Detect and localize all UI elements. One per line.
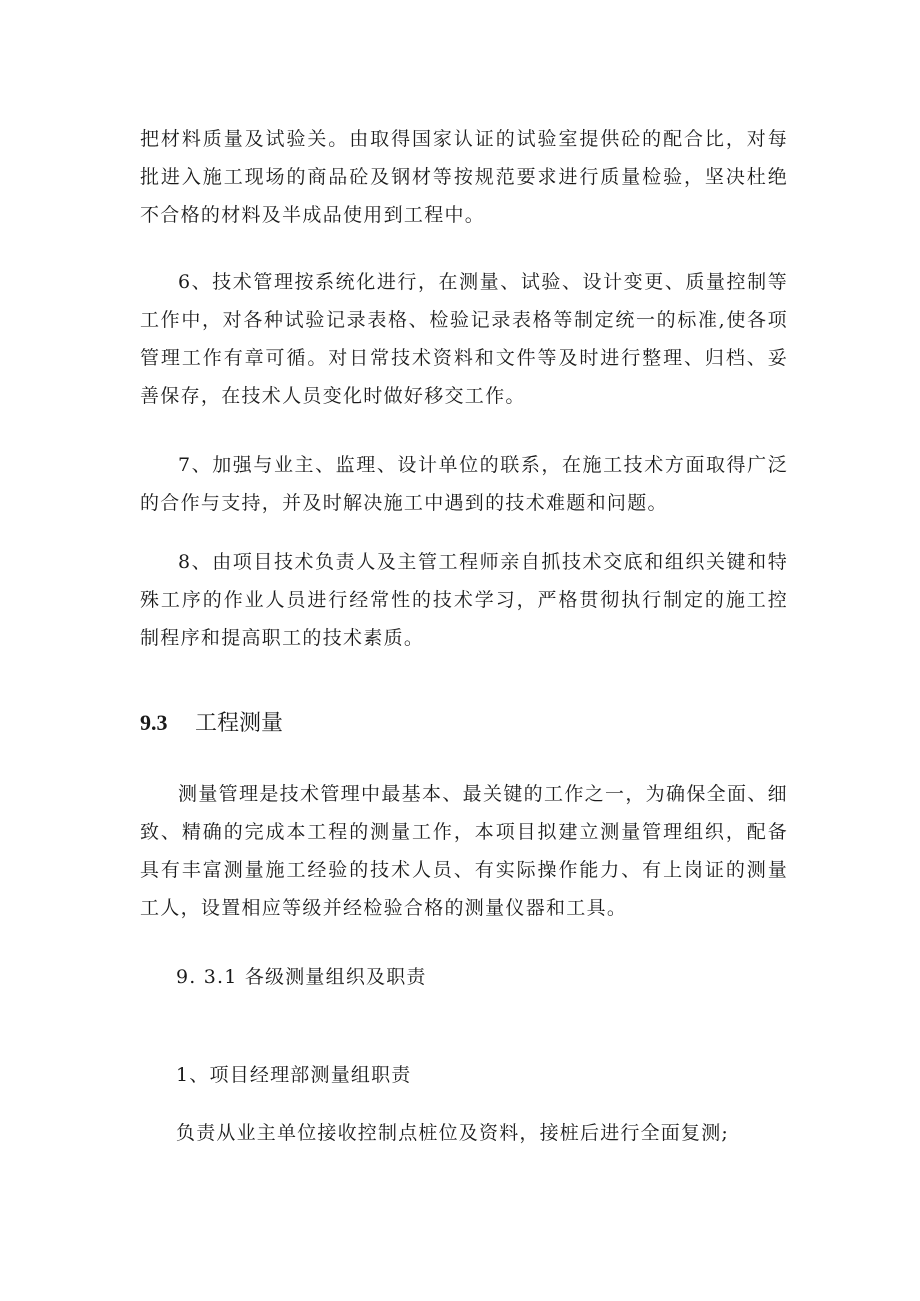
- section-heading: [140, 705, 283, 742]
- paragraph-item-6: 6、技术管理按系统化进行，在测量、试验、设计变更、质量控制等工作中，对各种试验记录表格、检验记录表格等制定统一的标准,使各项管理工作有章可循。对日常技术资料和文件等及时进行整理、归档、妥善保存，在技术人员变化时做好移交工作。: [140, 271, 788, 407]
- section-title: 工程测量: [195, 711, 284, 736]
- paragraph-survey-management: 测量管理是技术管理中最基本、最关键的工作之一，为确保全面、细致、精确的完成本工程的测量工作，本项目拟建立测量管理组织，配备具有丰富测量施工经验的技术人员、有实际操作能力、有上岗证的测量工人，设置相应等级并经检验合格的测量仪器和工具。: [140, 783, 788, 919]
- item-1-title: 1、项目经理部测量组职责: [176, 1064, 412, 1086]
- paragraph-material-quality: 把材料质量及试验关。由取得国家认证的试验室提供砼的配合比，对每批进入施工现场的商品砼及钢材等按规范要求进行质量检验，坚决杜绝不合格的材料及半成品使用到工程中。: [140, 128, 788, 226]
- subsection-heading: 9. 3.1 各级测量组织及职责: [176, 966, 427, 988]
- paragraph-item-7: 7、加强与业主、监理、设计单位的联系，在施工技术方面取得广泛的合作与支持，并及时解决施工中遇到的技术难题和问题。: [140, 454, 788, 514]
- item-1-description: 负责从业主单位接收控制点桩位及资料，接桩后进行全面复测;: [176, 1122, 730, 1144]
- section-number: 9.3: [140, 710, 168, 735]
- paragraph-item-8: 8、由项目技术负责人及主管工程师亲自抓技术交底和组织关键和特殊工序的作业人员进行经常性的技术学习，严格贯彻执行制定的施工控制程序和提高职工的技术素质。: [140, 551, 788, 649]
